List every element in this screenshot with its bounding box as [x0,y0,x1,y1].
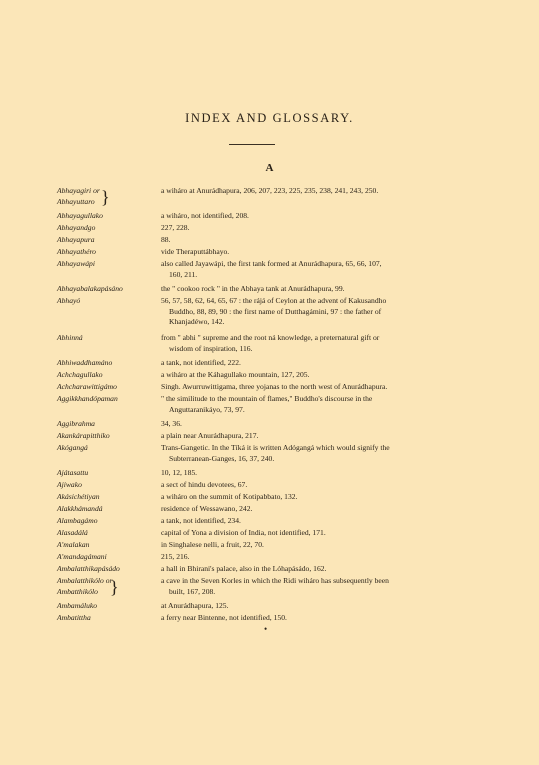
glossary-entry [0,394,539,415]
headword-line: Abhayabalakapásáno [57,284,123,293]
headword-line: Abhiwaddhamáno [57,358,113,367]
definition-line: built, 167, 208. [169,586,216,596]
headword-line: Abhayawápi [57,259,95,268]
glossary-entry [0,552,539,563]
glossary-entry [0,504,539,515]
entry-definition [161,480,469,491]
definition-line: the " cookoo rock " in the Abhaya tank at Anurádhapura, 99. [161,284,345,293]
glossary-entry [0,492,539,503]
entry-definition [161,370,469,381]
definition-line: from " abhi " supreme and the root ná knowledge, a preternatural gift or [161,333,380,342]
headword-line: Ajiwako [57,480,82,489]
headword-line: Aggibrahma [57,419,95,428]
definition-line: capital of Yona a division of India, not identified, 171. [161,528,326,537]
glossary-entry [0,516,539,527]
glossary-entry [0,564,539,575]
definition-line: 34, 36. [161,419,182,428]
entry-definition [161,333,469,354]
headword-line: Achcharawittigámo [57,382,117,391]
definition-line: vide Theraputtábhayo. [161,247,230,256]
headword-line: A'mandagámani [57,552,107,561]
headword-line: Ambamáluko [57,601,98,610]
definition-line: Anguttaranikáyo, 73, 97. [169,404,245,414]
glossary-entry [0,419,539,430]
definition-line: a sect of hindu devotees, 67. [161,480,248,489]
headword-line: Alasadálá [57,528,88,537]
entry-definition [161,516,469,527]
definition-line: a wiháro at the Káhagullako mountain, 127, 205. [161,370,310,379]
definition-line: 160, 211. [169,269,198,279]
definition-line: a wiháro, not identified, 208. [161,211,249,220]
glossary-entry [0,468,539,479]
entry-definition [161,235,469,246]
headword-line: Abhayagiri or [57,186,100,195]
section-letter: A [265,162,274,174]
entry-definition [161,564,469,575]
definition-line: a tank, not identified, 222. [161,358,241,367]
entry-definition [161,394,469,415]
entry-definition [161,504,469,515]
entry-definition [161,540,469,551]
entry-headword [57,492,157,503]
definition-line: 227, 228. [161,223,190,232]
entry-headword [57,516,157,527]
entry-headword [57,431,157,442]
entry-definition [161,247,469,258]
entry-headword [57,443,157,454]
glossary-entry [0,284,539,295]
entry-headword [57,333,157,344]
end-mark: • [264,624,268,634]
entry-headword [57,247,157,258]
headword-line: Abhayandgo [57,223,96,232]
entry-definition [161,468,469,479]
definition-line: a cave in the Seven Korles in which the Ridi wiháro has subsequently been [161,576,389,585]
entry-definition [161,492,469,503]
glossary-entry [0,528,539,539]
definition-line: a plain near Anurádhapura, 217. [161,431,259,440]
entry-definition [161,443,469,464]
glossary-entry [0,247,539,258]
headword-line: Akógangá [57,443,88,452]
glossary-entry [0,443,539,464]
definition-line: in Singhalese nelli, a fruit, 22, 70. [161,540,264,549]
glossary-entry [0,223,539,234]
title-rule [229,144,275,145]
headword-line: Ambalatthikólo or [57,576,113,585]
headword-line: Akásichétiyan [57,492,100,501]
definition-line: Trans-Gangetic. In the Tíká it is written Adógangá which would signify the [161,443,390,452]
entry-headword [57,564,157,575]
entry-headword [57,613,157,624]
glossary-entry [0,540,539,551]
definition-line: 56, 57, 58, 62, 64, 65, 67 : the rájá of Ceylon at the advent of Kakusandho [161,296,387,305]
glossary-entry [0,480,539,491]
definition-line: a tank, not identified, 234. [161,516,241,525]
entry-definition [161,613,469,624]
headword-line: Ajátasattu [57,468,89,477]
headword-line: Alakkhámandá [57,504,103,513]
entry-definition [161,186,469,197]
entry-definition [161,284,469,295]
entry-headword [57,223,157,234]
entry-headword [57,540,157,551]
glossary-entry [0,211,539,222]
entry-headword [57,528,157,539]
entry-headword [57,480,157,491]
headword-line: Ambalatthikapásádo [57,564,120,573]
page-title: INDEX AND GLOSSARY. [185,111,354,125]
brace-mark: } [110,577,119,597]
entry-definition [161,259,469,280]
entry-headword [57,296,157,307]
headword-line: Abhayagullako [57,211,103,220]
headword-line: Abhayuttaro [57,196,95,206]
glossary-entry [0,186,539,207]
definition-line: also called Jayawápi, the first tank formed at Anurádhapura, 65, 66, 107, [161,259,382,268]
glossary-entry [0,601,539,612]
headword-line: Achchagullako [57,370,103,379]
entry-headword [57,601,157,612]
definition-line: a wiháro at Anurádhapura, 206, 207, 223, 225, 235, 238, 241, 243, 250. [161,186,379,195]
definition-line: 10, 12, 185. [161,468,198,477]
definition-line: wisdom of inspiration, 116. [169,343,253,353]
definition-line: Buddho, 88, 89, 90 : the first name of Dutthagámini, 97 : the father of [169,306,382,316]
entry-headword [57,504,157,515]
entry-headword [57,284,157,295]
entry-headword [57,382,157,393]
entry-headword [57,419,157,430]
glossary-entry [0,358,539,369]
glossary-entry [0,296,539,328]
entry-headword [57,370,157,381]
entry-definition [161,601,469,612]
entry-definition [161,223,469,234]
definition-line: 88. [161,235,171,244]
headword-line: A'malakan [57,540,90,549]
definition-line: a ferry near Bintenne, not identified, 150. [161,613,287,622]
entry-definition [161,576,469,597]
entry-headword [57,259,157,270]
entry-definition [161,528,469,539]
glossary-entry [0,576,539,597]
definition-line: a hall in Bhirani's palace, also in the Lóhapásádo, 162. [161,564,327,573]
entry-headword [57,358,157,369]
glossary-entry [0,259,539,280]
headword-line: Abhayathéro [57,247,96,256]
definition-line: at Anurádhapura, 125. [161,601,229,610]
glossary-entry [0,382,539,393]
entry-headword [57,552,157,563]
glossary-entry [0,333,539,354]
headword-line: Akankárapitthiko [57,431,110,440]
definition-line: 215, 216. [161,552,190,561]
glossary-entry [0,370,539,381]
definition-line: " the similitude to the mountain of flames," Buddho's discourse in the [161,394,373,403]
headword-line: Ambatthikólo [57,586,98,596]
entry-definition [161,358,469,369]
definition-line: a wiháro on the summit of Kotipabbato, 132. [161,492,298,501]
glossary-entry [0,431,539,442]
entry-definition [161,431,469,442]
entry-definition [161,211,469,222]
brace-mark: } [101,187,110,207]
headword-line: Alambagámo [57,516,98,525]
headword-line: Aggikkhandópaman [57,394,118,403]
glossary-entry [0,613,539,624]
definition-line: Khanjadéwo, 142. [169,317,225,327]
definition-line: Subterranean-Ganges, 16, 37, 240. [169,453,275,463]
entry-headword [57,576,157,597]
glossary-entry [0,235,539,246]
entry-headword [57,211,157,222]
entry-definition [161,419,469,430]
entry-headword [57,468,157,479]
entry-definition [161,552,469,563]
entry-definition [161,382,469,393]
entry-headword [57,235,157,246]
definition-line: residence of Wessawano, 242. [161,504,253,513]
headword-line: Ambatittha [57,613,91,622]
headword-line: Abhayó [57,296,81,305]
headword-line: Abhinná [57,333,83,342]
entry-definition [161,296,469,328]
definition-line: Singh. Awurruwittigama, three yojanas to the north west of Anurádhapura. [161,382,388,391]
entry-headword [57,394,157,405]
headword-line: Abhayapura [57,235,95,244]
